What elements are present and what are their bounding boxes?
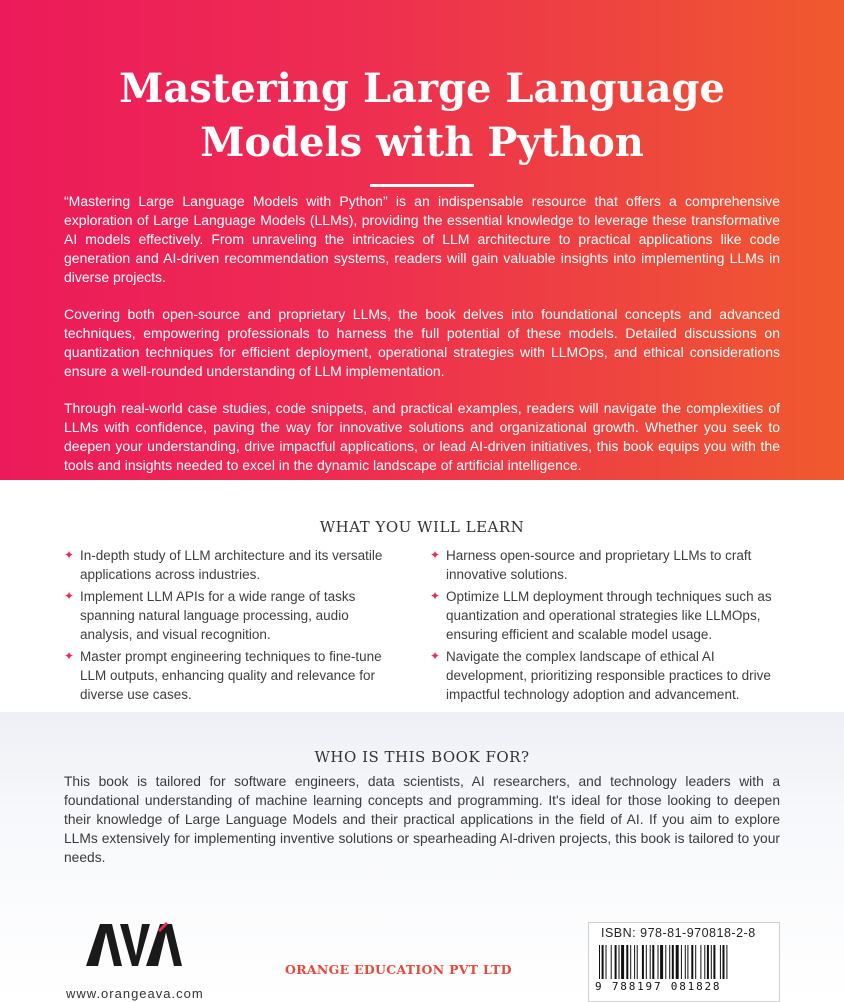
barcode-bar — [652, 945, 654, 979]
barcode-bar — [711, 945, 712, 979]
barcode-bar — [650, 945, 651, 979]
learn-column-left — [64, 546, 404, 707]
sparkle-bullet-icon: ✦ — [64, 589, 75, 603]
sparkle-bullet-icon: ✦ — [430, 589, 441, 603]
barcode-bar — [723, 945, 725, 979]
barcode-bar — [626, 945, 628, 979]
barcode-graphic — [597, 945, 773, 979]
barcode-bar — [681, 945, 682, 979]
who-body-text: This book is tailored for software engineers, data scientists, AI researchers, and technology leaders with a foundational understanding of machine learning concepts and programming. It's ideal for those looking to deepen their knowledge of Large Language Models and their practical applications in the field of AI. If you aim to explore LLMs extensively for implementing inventive solutions or spearheading AI-driven projects, this book is tailored to your needs. — [64, 774, 780, 865]
ava-logo — [86, 920, 182, 968]
learn-item-text: Optimize LLM deployment through techniques such as quantization and operational strategies like LLMOps, ensuring efficient and scalable model usage. — [446, 589, 772, 642]
title-underline — [370, 184, 474, 187]
learn-item — [430, 587, 782, 644]
sparkle-bullet-icon: ✦ — [64, 548, 75, 562]
who-heading: WHO IS THIS BOOK FOR? — [314, 748, 530, 766]
barcode-bar — [691, 945, 693, 979]
who-is-this-for-section — [0, 712, 844, 1000]
description-paragraph: Covering both open-source and proprietary LLMs, the book delves into foundational concepts and advanced techniques, empowering professionals to harness the full potential of these models. Detailed discussions on quantization techniques for efficient deployment, operational strategies with LLMOps, and ethical considerations ensure a well-rounded understanding of LLM implementation. — [64, 306, 780, 379]
barcode-bar — [665, 945, 666, 979]
learn-item-text: In-depth study of LLM architecture and its versatile applications across industries. — [80, 548, 383, 582]
barcode-digits: 9 788197 081828 — [595, 980, 722, 993]
learn-item-text: Navigate the complex landscape of ethical AI development, prioritizing responsible practices to drive impactful technology adoption and advancement. — [446, 649, 771, 702]
barcode-bar — [713, 945, 715, 979]
what-you-will-learn-section — [0, 480, 844, 712]
barcode-bar — [599, 945, 600, 979]
learn-item-text: Master prompt engineering techniques to fine-tune LLM outputs, enhancing quality and relevance for diverse use cases. — [80, 649, 382, 702]
barcode-bar — [672, 945, 674, 979]
barcode-bar — [646, 945, 647, 979]
barcode-bar — [704, 945, 705, 979]
isbn-barcode-box — [588, 922, 780, 1002]
book-title-line-1: Mastering Large Language — [119, 65, 725, 112]
barcode-bar — [676, 945, 679, 979]
sparkle-bullet-icon: ✦ — [64, 649, 75, 663]
barcode-bar — [707, 945, 709, 979]
barcode-bar — [619, 945, 620, 979]
learn-item — [64, 647, 404, 704]
barcode-bar — [700, 945, 701, 979]
barcode-bar — [642, 945, 644, 979]
barcode-bar — [606, 945, 607, 979]
barcode-bar — [630, 945, 631, 979]
learn-item — [64, 587, 404, 644]
learn-heading: WHAT YOU WILL LEARN — [319, 518, 525, 536]
sparkle-bullet-icon: ✦ — [430, 548, 441, 562]
barcode-bar — [621, 945, 624, 979]
publisher-name: ORANGE EDUCATION PVT LTD — [285, 962, 512, 977]
book-description — [64, 192, 780, 493]
barcode-bar — [634, 945, 635, 979]
learn-item-text: Implement LLM APIs for a wide range of tasks spanning natural language processing, audio analysis, and visual recognition. — [80, 589, 356, 642]
learn-column-right — [430, 546, 782, 707]
learn-item — [64, 546, 404, 584]
description-paragraph: Through real-world case studies, code snippets, and practical examples, readers will navigate the complexities of LLMs with confidence, paving the way for innovative solutions and organizational growth. Whether you seek to deepen your understanding, drive impactful applications, or lead AI-driven initiatives, this book equips you with the tools and insights needed to excel in the dynamic landscape of artificial intelligence. — [64, 400, 780, 473]
barcode-bar — [669, 945, 670, 979]
learn-item — [430, 546, 782, 584]
learn-item-text: Harness open-source and proprietary LLMs to craft innovative solutions. — [446, 548, 752, 582]
barcode-bar — [687, 945, 688, 979]
book-title-line-2: Models with Python — [200, 119, 644, 166]
isbn-number: ISBN: 978-81-970818-2-8 — [601, 926, 756, 940]
barcode-bar — [615, 945, 617, 979]
description-paragraph: “Mastering Large Language Models with Python” is an indispensable resource that offers a comprehensive exploration of Large Language Models (LLMs), providing the essential knowledge to leverage these transformative AI models effectively. From unraveling the intricacies of LLM architecture to practical applications like code generation and AI-driven recommendation systems, readers will gain valuable insights into implementing LLMs in diverse projects. — [64, 193, 780, 285]
barcode-bar — [685, 945, 686, 979]
barcode-bar — [695, 945, 696, 979]
website-url: www.orangeava.com — [66, 986, 204, 1001]
barcode-bar — [720, 945, 721, 979]
book-title — [0, 62, 844, 170]
learn-item — [430, 647, 782, 704]
barcode-bar — [637, 945, 638, 979]
cover-top-section — [0, 0, 844, 480]
barcode-bar — [611, 945, 612, 979]
barcode-bar — [660, 945, 663, 979]
barcode-bar — [602, 945, 604, 979]
barcode-bar — [658, 945, 659, 979]
sparkle-bullet-icon: ✦ — [430, 649, 441, 663]
barcode-bar — [726, 945, 727, 979]
